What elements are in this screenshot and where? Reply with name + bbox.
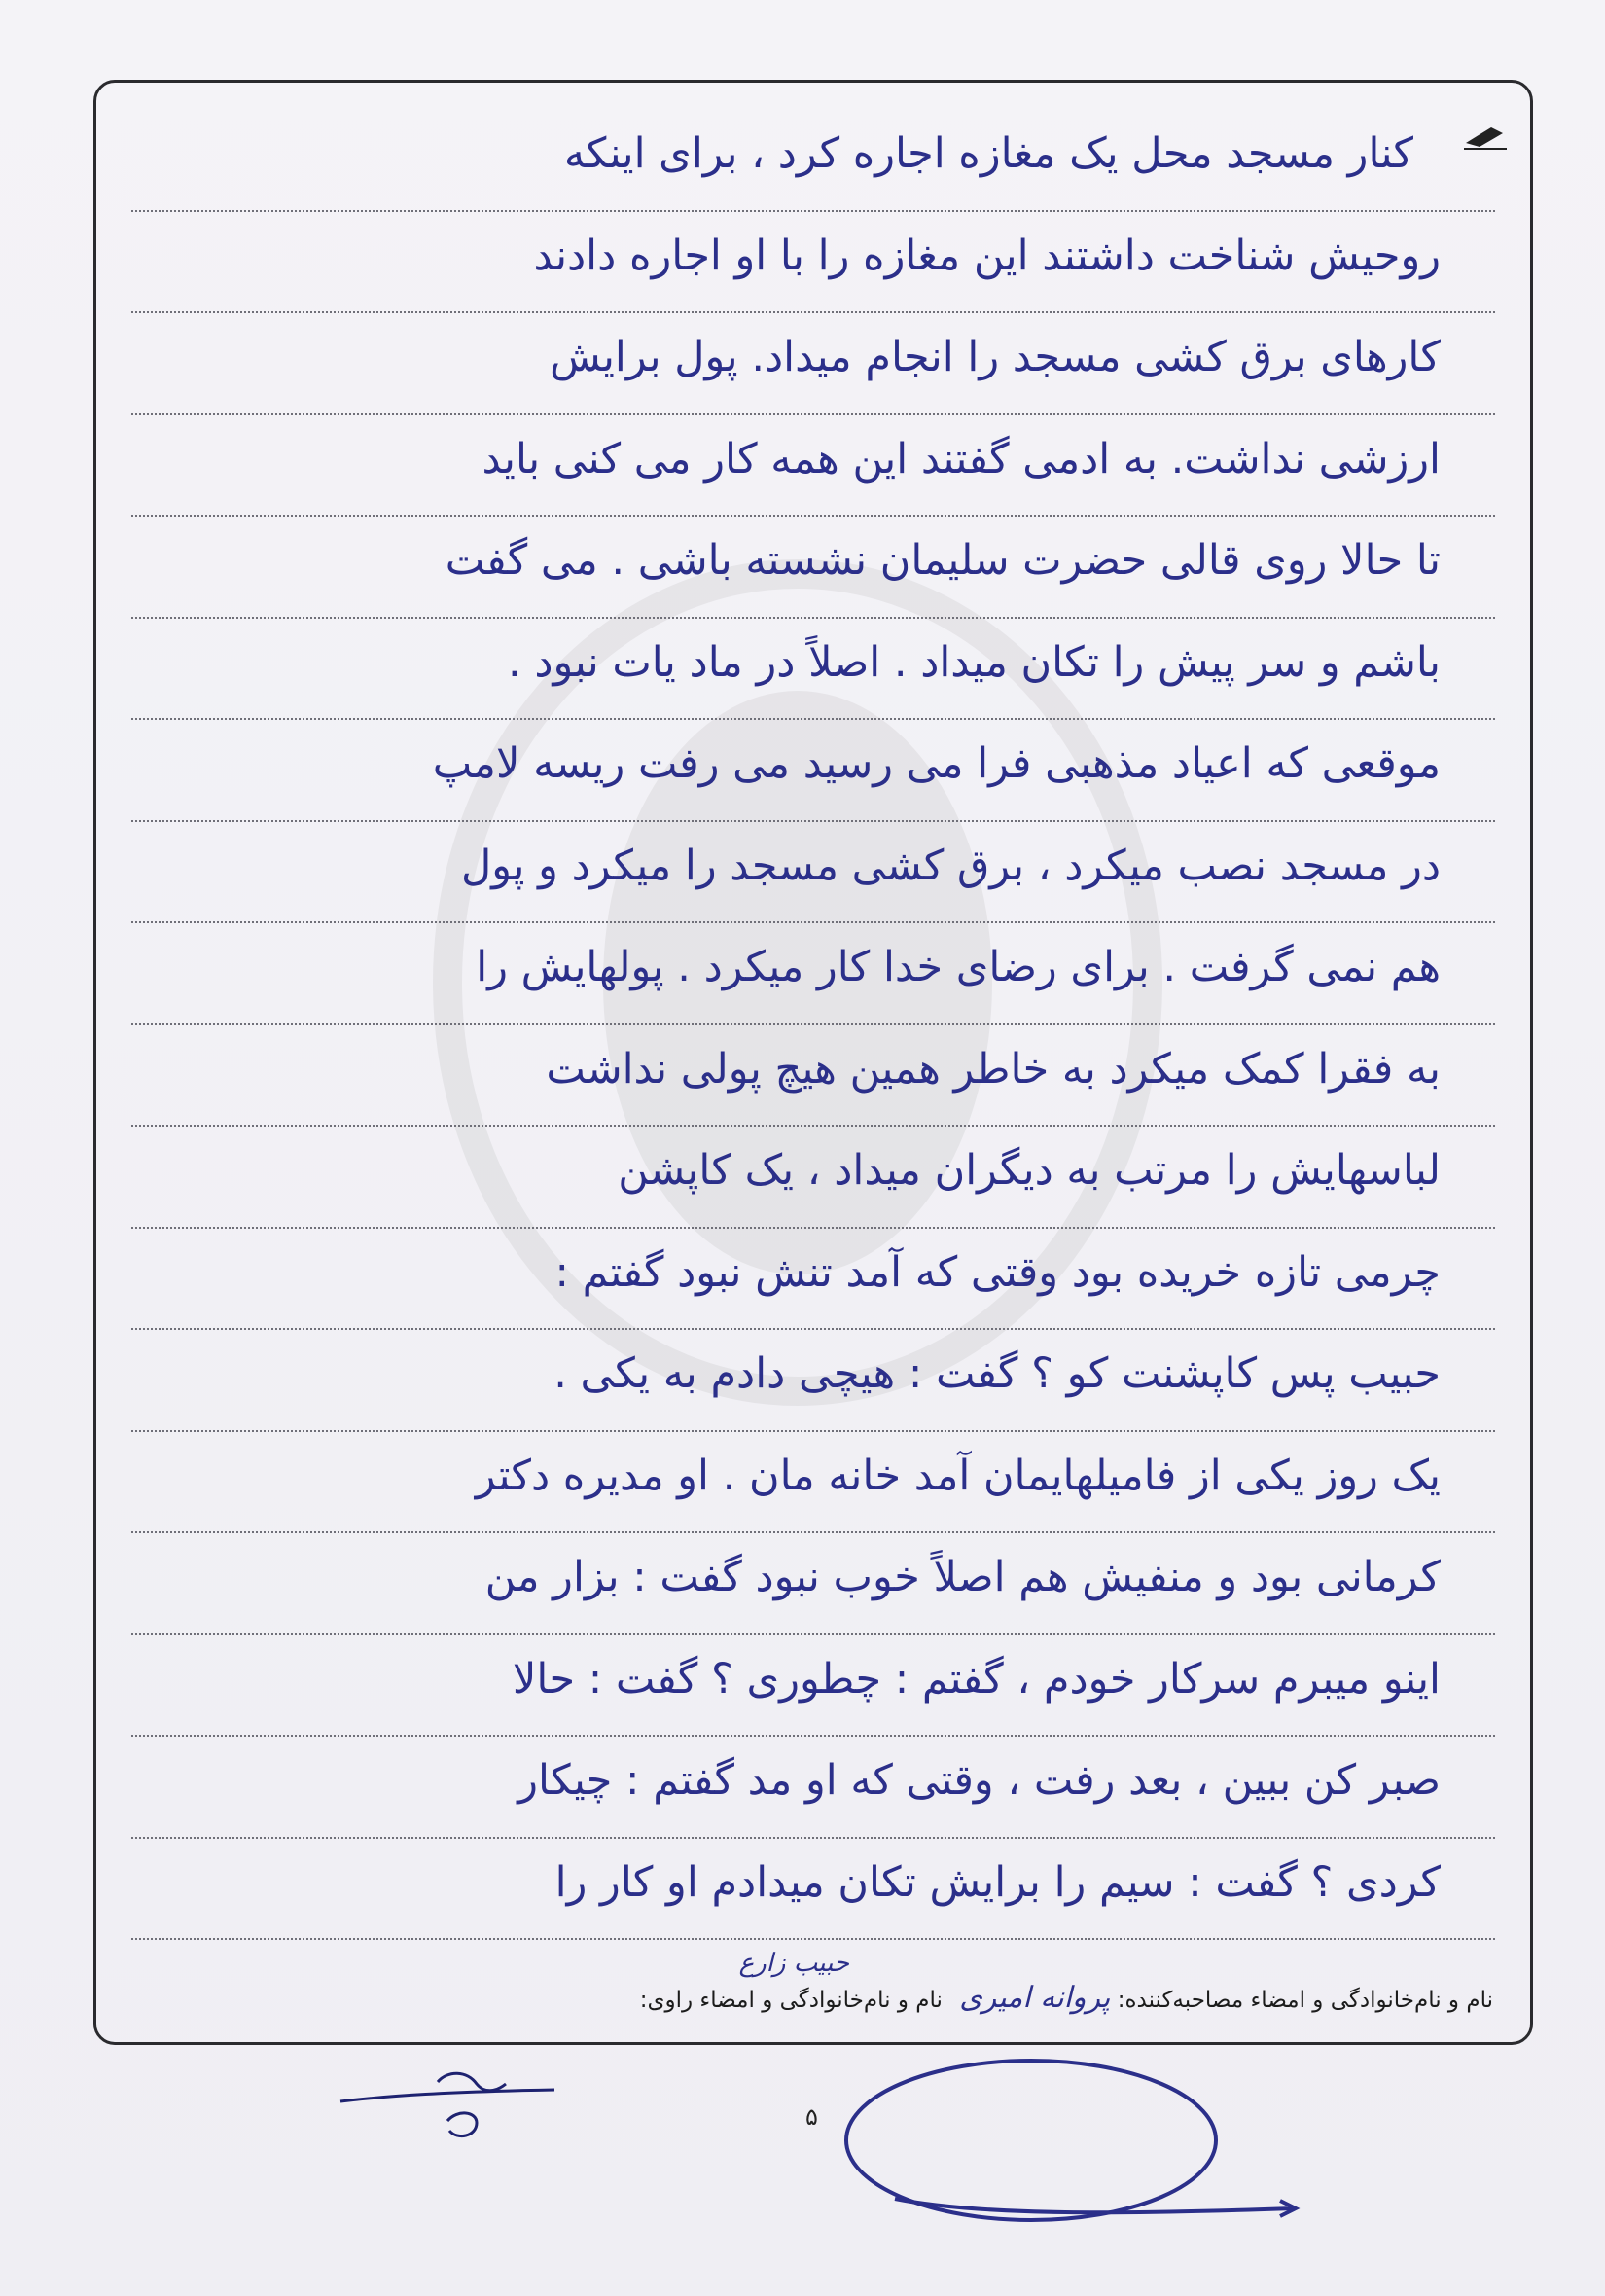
text-line: صبر کن ببین ، بعد رفت ، وقتی که او مد گفتم : چیکار [131, 1737, 1495, 1839]
signature-right [837, 2053, 1303, 2238]
text-line: کارهای برق کشی مسجد را انجام میداد. پول برایش [131, 313, 1495, 415]
content-frame [93, 80, 1533, 2045]
text-line: به فقرا کمک میکرد به خاطر همین هیچ پولی نداشت [131, 1025, 1495, 1128]
text-line: باشم و سر پیش را تکان میداد . اصلاً در ماد یات نبود . [131, 619, 1495, 721]
signature-footer [640, 1981, 1493, 2015]
signature-left [331, 2063, 564, 2150]
text-line: چرمی تازه خریده بود وقتی که آمد تنش نبود گفتم : [131, 1229, 1495, 1331]
handwritten-text-block [131, 110, 1495, 1940]
narrator-handwritten-name: حبیب زارع [738, 1949, 849, 1978]
text-line: لباسهایش را مرتب به دیگران میداد ، یک کاپشن [131, 1127, 1495, 1229]
interviewer-name: پروانه امیری [959, 1981, 1111, 2015]
text-line: حبیب پس کاپشنت کو ؟ گفت : هیچی دادم به یکی . [131, 1330, 1495, 1432]
text-line: یک روز یکی از فامیلهایمان آمد خانه مان . او مدیره دکتر [131, 1432, 1495, 1534]
text-line: ارزشی نداشت. به ادمی گفتند این همه کار می کنی باید [131, 415, 1495, 518]
text-line: هم نمی گرفت . برای رضای خدا کار میکرد . پولهایش را [131, 923, 1495, 1025]
text-line: در مسجد نصب میکرد ، برق کشی مسجد را میکرد و پول [131, 822, 1495, 924]
text-line: اینو میبرم سرکار خودم ، گفتم : چطوری ؟ گفت : حالا [131, 1635, 1495, 1738]
narrator-label: نام و نام‌خانوادگی و امضاء راوی: [639, 1988, 943, 2013]
text-line: کنار مسجد محل یک مغازه اجاره کرد ، برای اینکه [131, 110, 1495, 212]
text-line: کرمانی بود و منفیش هم اصلاً خوب نبود گفت : بزار من [131, 1533, 1495, 1635]
interviewer-label: نام و نام‌خانوادگی و امضاء مصاحبه‌کننده: [1117, 1988, 1493, 2013]
text-line: روحیش شناخت داشتند این مغازه را با او اجاره دادند [131, 212, 1495, 314]
text-line: موقعی که اعیاد مذهبی فرا می رسید می رفت ریسه لامپ [131, 720, 1495, 822]
text-line: تا حالا روی قالی حضرت سلیمان نشسته باشی . می گفت [131, 517, 1495, 619]
text-line: کردی ؟ گفت : سیم را برایش تکان میدادم او کار را [131, 1839, 1495, 1941]
page-number: ۵ [805, 2103, 818, 2131]
